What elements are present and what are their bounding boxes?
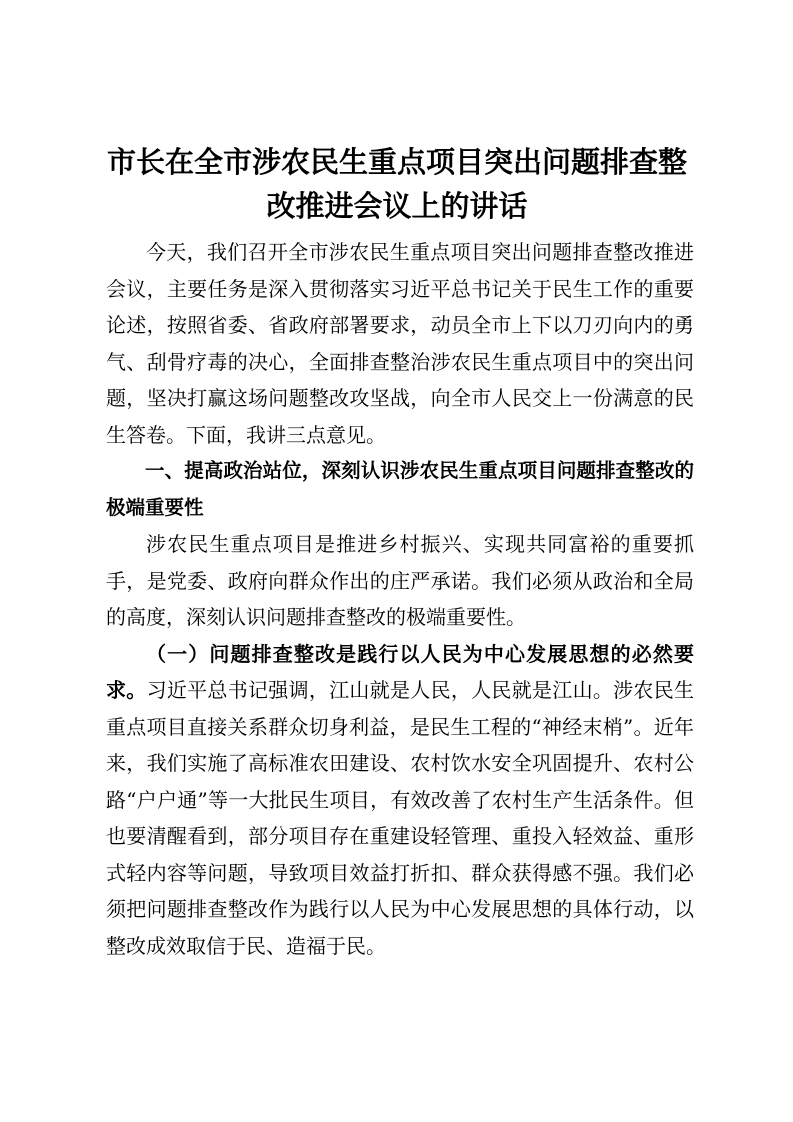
document-body: [106, 234, 694, 964]
title-line-2: 改推进会议上的讲话: [266, 189, 528, 223]
intro-paragraph: 今天，我们召开全市涉农民生重点项目突出问题排查整改推进会议，主要任务是深入贯彻落实习近平总书记关于民生工作的重要论述，按照省委、省政府部署要求，动员全市上下以刀刃向内的勇气、刮骨疗毒的决心，全面排查整治涉农民生重点项目中的突出问题，坚决打赢这场问题整改攻坚战，向全市人民交上一份满意的民生答卷。下面，我讲三点意见。: [106, 240, 694, 447]
title-line-1: 市长在全市涉农民生重点项目突出问题排查整: [106, 145, 687, 179]
subsection-1-body: 习近平总书记强调，江山就是人民，人民就是江山。涉农民生重点项目直接关系群众切身利益，是民生工程的“神经末梢”。近年来，我们实施了高标准农田建设、农村饮水安全巩固提升、农村公路“户户通”等一大批民生项目，有效改善了农村生产生活条件。但也要清醒看到，部分项目存在重建设轻管理、重投入轻效益、重形式轻内容等问题，导致项目效益打折扣、群众获得感不强。我们必须把问题排查整改作为践行以人民为中心发展思想的具体行动，以整改成效取信于民、造福于民。: [106, 678, 695, 958]
section-1-paragraph: 涉农民生重点项目是推进乡村振兴、实现共同富裕的重要抓手，是党委、政府向群众作出的庄严承诺。我们必须从政治和全局的高度，深刻认识问题排查整改的极端重要性。: [106, 532, 694, 629]
document-title: [100, 140, 694, 228]
section-heading-1: 一、提高政治站位，深刻认识涉农民生重点项目问题排查整改的极端重要性: [106, 459, 694, 519]
subsection-1-paragraph: [106, 636, 694, 965]
subsection-1-lead: （一）问题排查整改是践行以人民为中心发展思想的必然要求。: [106, 641, 694, 702]
